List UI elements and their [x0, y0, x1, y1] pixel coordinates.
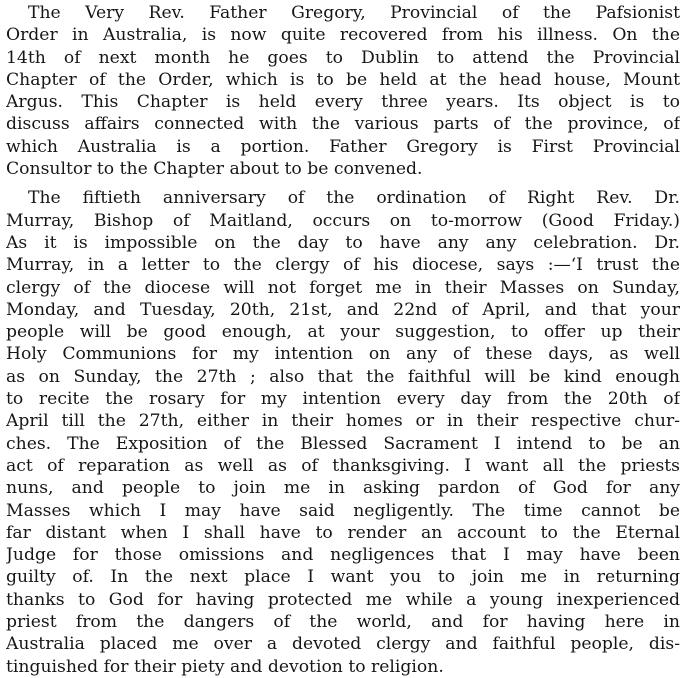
text-line: far distant when I shall have to render an account to the Eternal — [6, 522, 680, 543]
text-line: The fiftieth anniversary of the ordination of Right Rev. Dr. — [28, 188, 680, 209]
text-line: Argus. This Chapter is held every three years. Its object is to — [6, 92, 680, 113]
news-article — [6, 2, 680, 678]
text-line: tinguished for their piety and devotion to religion. — [6, 656, 444, 677]
text-line: thanks to God for having protected me while a young inexperienced — [6, 589, 680, 610]
text-line: to recite the rosary for my intention every day from the 20th of — [6, 389, 680, 410]
text-line: The Very Rev. Father Gregory, Provincial of the Pafsionist — [28, 3, 680, 23]
text-line: ches. The Exposition of the Blessed Sacrament I intend to be an — [6, 433, 680, 454]
text-line: nuns, and people to join me in asking pardon of God for any — [6, 478, 680, 499]
text-line: Australia placed me over a devoted clergy and faithful people, dis- — [6, 634, 680, 655]
text-line: clergy of the diocese will not forget me in their Masses on Sunday, — [6, 277, 680, 298]
text-line: priest from the dangers of the world, and for having here in — [6, 612, 680, 633]
text-line: Murray, in a letter to the clergy of his diocese, says :—‘I trust the — [6, 255, 680, 276]
text-line: Consultor to the Chapter about to be convened. — [6, 159, 423, 180]
text-line: Murray, Bishop of Maitland, occurs on to-morrow (Good Friday.) — [6, 210, 680, 231]
text-line: people will be good enough, at your suggestion, to offer up their — [6, 322, 680, 343]
text-line: act of reparation as well as of thanksgiving. I want all the priests — [6, 455, 680, 476]
paragraph-father-gregory — [6, 2, 680, 180]
text-line: Order in Australia, is now quite recovered from his illness. On the — [6, 25, 680, 46]
text-line: discuss affairs connected with the various parts of the province, of — [6, 114, 680, 135]
text-line: Masses which I may have said negligently. The time cannot be — [6, 500, 680, 521]
text-line: as on Sunday, the 27th ; also that the faithful will be kind enough — [6, 366, 680, 387]
text-line: As it is impossible on the day to have any any celebration. Dr. — [6, 232, 680, 253]
text-line: Chapter of the Order, which is to be held at the head house, Mount — [6, 69, 680, 90]
text-line: April till the 27th, either in their homes or in their respective chur- — [6, 411, 680, 432]
text-line: Judge for those omissions and negligences that I may have been — [6, 545, 680, 566]
text-line: Holy Communions for my intention on any of these days, as well — [6, 344, 680, 365]
text-line: which Australia is a portion. Father Gregory is First Provincial — [6, 136, 680, 157]
text-line: 14th of next month he goes to Dublin to attend the Provincial — [6, 47, 680, 68]
text-line: Monday, and Tuesday, 20th, 21st, and 22nd of April, and that your — [6, 299, 680, 320]
text-line: guilty of. In the next place I want you to join me in returning — [6, 567, 680, 588]
paragraph-bishop-murray — [6, 187, 680, 678]
